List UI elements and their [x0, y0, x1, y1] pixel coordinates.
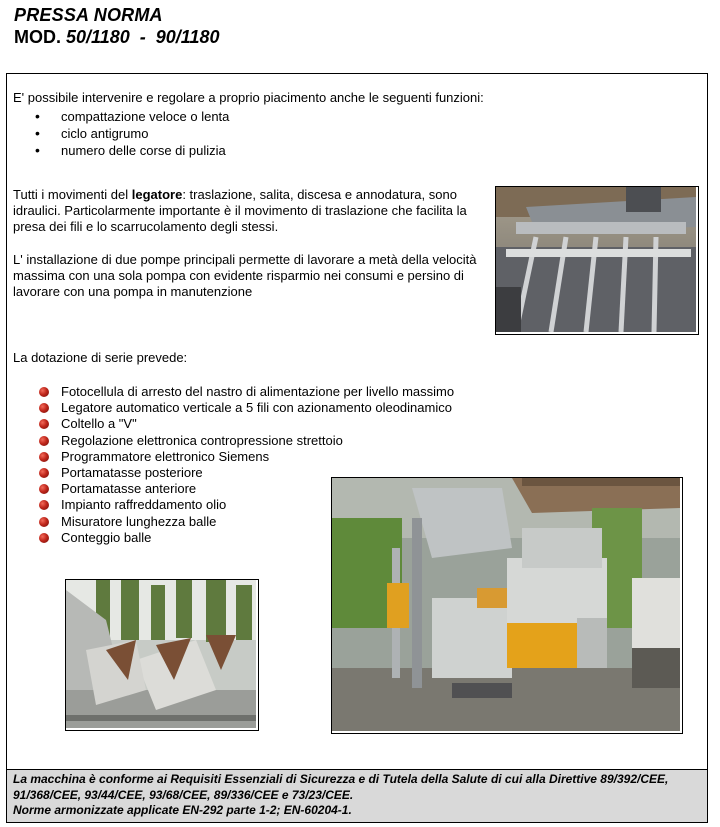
model-numbers: 50/1180 - 90/1180	[66, 27, 220, 47]
standard-item: Fotocellula di arresto del nastro di alimentazione per livello massimo	[37, 384, 454, 400]
function-item: • numero delle corse di pulizia	[35, 142, 229, 159]
standard-item: Programmatore elettronico Siemens	[37, 449, 454, 465]
standard-item: Impianto raffreddamento olio	[37, 497, 454, 513]
press-machine-photo-image	[332, 478, 680, 731]
compliance-text: La macchina è conforme ai Requisiti Essenziali di Sicurezza e di Tutela della Salute di cui alla Direttive 89/392/CEE, 91/368/CEE, 93/44/CEE, 93/68/CEE, 89/336/CEE e 73/23/CEE.	[13, 772, 669, 802]
pumps-paragraph: L' installazione di due pompe principali permette di lavorare a metà della velocità massima con una sola pompa con evidente risparmio nei consumi e persino di lavorare con una pompa in manutenzione	[13, 252, 477, 299]
press-machine-photo	[331, 477, 683, 734]
binder-bold: legatore	[131, 187, 183, 202]
wire-reel-photo-image	[66, 580, 256, 728]
standard-item: Misuratore lunghezza balle	[37, 514, 454, 530]
content-frame	[6, 73, 708, 823]
intro-text: E' possibile intervenire e regolare a proprio piacimento anche le seguenti funzioni:	[13, 90, 484, 105]
compliance-footer	[7, 769, 707, 822]
binder-paragraph	[13, 187, 493, 235]
model-line	[14, 27, 219, 48]
function-item: • compattazione veloce o lenta	[35, 108, 229, 125]
binder-photo-image	[496, 187, 696, 332]
page-title: PRESSA NORMA	[14, 5, 163, 25]
standard-item: Conteggio balle	[37, 530, 454, 546]
binder-photo	[495, 186, 699, 335]
standard-title: La dotazione di serie prevede:	[13, 350, 188, 365]
model-label: MOD.	[14, 27, 61, 47]
standard-item: Legatore automatico verticale a 5 fili con azionamento oleodinamico	[37, 400, 454, 416]
binder-rest: : traslazione, salita, discesa e annodatura, sono idraulici. Particolarmente importante è il movimento di traslazione che facilita la presa dei fili e lo scarrucolamento degli stessi.	[13, 187, 467, 234]
function-list	[35, 108, 229, 159]
standard-item: Portamatasse posteriore	[37, 465, 454, 481]
standard-item: Coltello a "V"	[37, 416, 454, 432]
function-item: • ciclo antigrumo	[35, 125, 229, 142]
binder-lead: Tutti i movimenti del	[13, 187, 132, 202]
standards-text: Norme armonizzate applicate EN-292 parte 1-2; EN-60204-1.	[13, 803, 352, 817]
standard-item: Regolazione elettronica contropressione strettoio	[37, 433, 454, 449]
wire-reel-photo	[65, 579, 259, 731]
standard-item: Portamatasse anteriore	[37, 481, 454, 497]
